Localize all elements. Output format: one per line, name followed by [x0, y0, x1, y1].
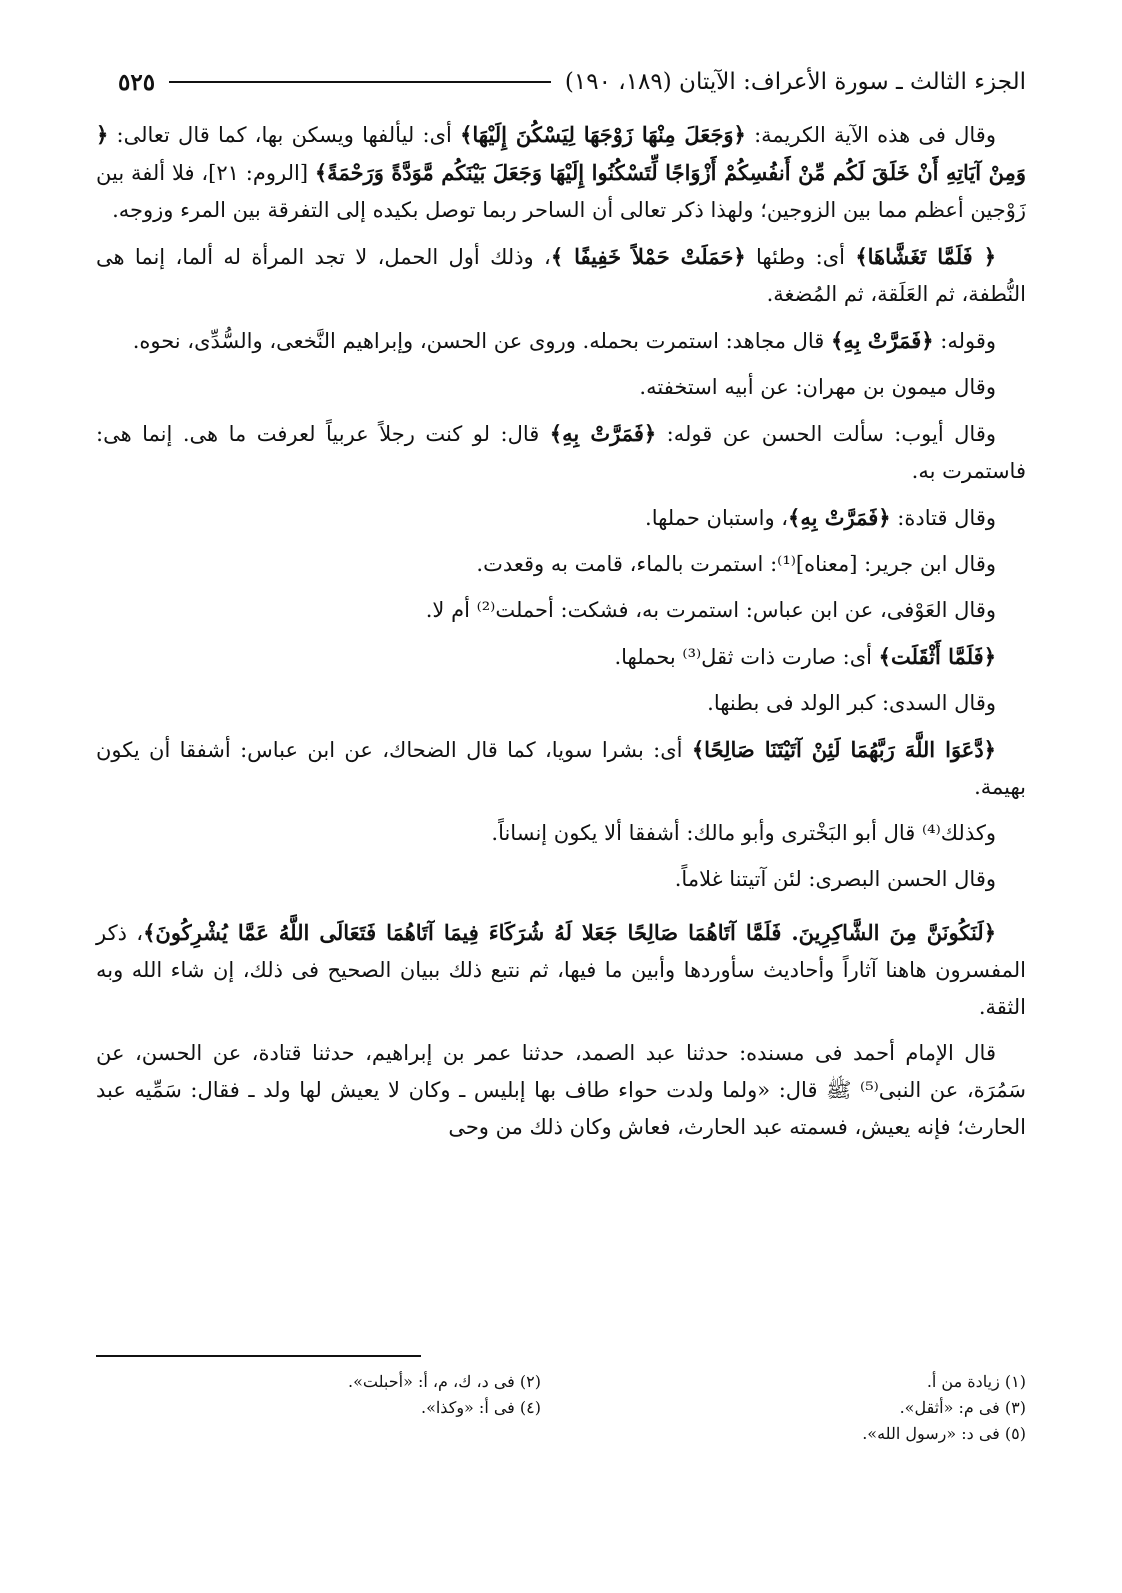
quran-verse: ﴿لَنَكُونَنَّ مِنَ الشَّاكِرِينَ. فَلَمَّا آتَاهُمَا صَالِحًا جَعَلا لَهُ شُرَكَاءَ فِيمَا آتَاهُمَا فَتَعَالَى اللَّهُ عَمَّا يُشْرِكُونَ﴾: [143, 920, 997, 945]
page-body: [96, 116, 1026, 1155]
paragraph-text: قال: لو كنت رجلاً عربياً لعرفت ما هى. إنما هى: فاستمرت به.: [96, 422, 1026, 483]
footnote: (٤) فى أ: «وكذا».: [420, 1398, 541, 1417]
paragraph: [96, 638, 1026, 676]
quran-verse: ﴿فَمَرَّتْ بِهِ﴾: [788, 505, 891, 530]
quran-verse: ﴿ وَمِنْ آيَاتِهِ أَنْ خَلَقَ لَكُم مِّنْ أَنفُسِكُمْ أَزْوَاجًا لِّتَسْكُنُوا إِلَيْهَا وَجَعَلَ بَيْنَكُم مَّوَدَّةً وَرَحْمَةً﴾: [96, 122, 1026, 185]
paragraph-text: ، وذلك أول الحمل، لا تجد المرأة له ألما، إنما هى النُّطفة، ثم العَلَقة، ثم المُضغة.: [96, 245, 1026, 306]
paragraph-text: أى: بشرا سويا، كما قال الضحاك، عن ابن عباس: أشفقا أن يكون بهيمة.: [96, 738, 1026, 799]
running-header: [118, 62, 1026, 102]
paragraph: [96, 1035, 1026, 1146]
paragraph-text: قال مجاهد: استمرت بحمله. وروى عن الحسن، وإبراهيم النَّخعى، والسُّدِّى، نحوه.: [132, 329, 831, 353]
page-number: ٥٢٥: [118, 68, 156, 96]
paragraph: [96, 914, 1026, 1026]
paragraph: [96, 322, 1026, 360]
paragraph-text: قال الإمام أحمد فى مسنده: حدثنا عبد الصمد، حدثنا عمر بن إبراهيم، حدثنا قتادة، عن الحسن، عن سَمُرَة، عن النبى⁽⁵⁾ ﷺ قال: «ولما ولدت حواء طاف بها إبليس ـ وكان لا يعيش لها ولد ـ فقال: سَمِّيه عبد الحارث؛ فإنه يعيش، فسمته عبد الحارث، فعاش وكان ذلك من وحى: [96, 1041, 1026, 1139]
paragraph-text: وقال فى هذه الآية الكريمة:: [745, 123, 996, 147]
paragraph: [96, 546, 1026, 583]
footnotes: [96, 1370, 1026, 1446]
quran-verse: ﴿فَمَرَّتْ بِهِ﴾: [549, 421, 657, 446]
paragraph-text: [الروم: ٢١]، فلا ألفة بين زَوْجين أعظم مما بين الزوجين؛ ولهذا ذكر تعالى أن الساحر ربما توصل بكيده إلى التفرقة بين المرء وزوجه.: [96, 161, 1026, 222]
footnote: (٥) فى د: «رسول الله».: [862, 1424, 1026, 1443]
paragraph: [96, 415, 1026, 490]
paragraph-text: وقال الحسن البصرى: لئن آتيتنا غلاماً.: [674, 867, 996, 891]
paragraph-text: وقال السدى: كبر الولد فى بطنها.: [707, 691, 996, 715]
quran-verse: ﴿دَّعَوَا اللَّهَ رَبَّهُمَا لَئِنْ آتَيْتَنَا صَالِحًا﴾: [691, 737, 996, 762]
footnote: (١) زيادة من أ.: [926, 1372, 1026, 1391]
quran-verse: ﴿ فَلَمَّا تَغَشَّاهَا﴾: [855, 244, 996, 269]
paragraph: [96, 685, 1026, 722]
paragraph-text: أى: ليألفها ويسكن بها، كما قال تعالى:: [108, 123, 461, 147]
paragraph-text: وقال أيوب: سألت الحسن عن قوله:: [656, 422, 997, 446]
paragraph-text: وقوله:: [933, 329, 996, 353]
paragraph-text: ، واستبان حملها.: [645, 506, 789, 530]
paragraph: [96, 861, 1026, 898]
paragraph: [96, 238, 1026, 313]
paragraph-text: وكذلك⁽⁴⁾ قال أبو البَخْترى وأبو مالك: أشفقا ألا يكون إنساناً.: [491, 821, 996, 845]
paragraph: [96, 731, 1026, 806]
quran-verse: ﴿وَجَعَلَ مِنْهَا زَوْجَهَا لِيَسْكُنَ إِلَيْهَا﴾: [460, 122, 746, 147]
running-title: الجزء الثالث ـ سورة الأعراف: الآيتان (١٨٩، ١٩٠): [564, 69, 1026, 95]
paragraph-text: أى: صارت ذات ثقل⁽³⁾ بحملها.: [614, 645, 879, 669]
paragraph: [96, 116, 1026, 229]
paragraph-text: أى: وطئها: [745, 245, 856, 269]
quran-verse: ﴿فَمَرَّتْ بِهِ﴾: [831, 328, 934, 353]
quran-verse: ﴿فَلَمَّا أَثْقَلَت﴾: [878, 644, 996, 669]
paragraph-text: وقال قتادة:: [890, 506, 996, 530]
footnote-separator: [96, 1355, 421, 1357]
footnote: (٣) فى م: «أثقل».: [899, 1398, 1026, 1417]
paragraph: [96, 592, 1026, 629]
quran-verse: ﴿حَمَلَتْ حَمْلاً خَفِيفًا ﴾: [550, 244, 746, 269]
paragraph: [96, 369, 1026, 406]
paragraph-text: وقال ابن جرير: [معناه]⁽¹⁾: استمرت بالماء، قامت به وقعدت.: [476, 552, 996, 576]
paragraph-text: ، ذكر المفسرون هاهنا آثاراً وأحاديث سأوردها وأبين ما فيها، ثم نتبع ذلك ببيان الصحيح فى ذلك، إن شاء الله وبه الثقة.: [96, 921, 1026, 1019]
paragraph-text: وقال العَوْفى، عن ابن عباس: استمرت به، فشكت: أحملت⁽²⁾ أم لا.: [425, 598, 996, 622]
paragraph: [96, 499, 1026, 537]
paragraph-text: وقال ميمون بن مهران: عن أبيه استخفته.: [639, 375, 996, 399]
footnote: (٢) فى د، ك، م، أ: «أحبلت».: [348, 1372, 541, 1391]
paragraph: [96, 815, 1026, 852]
header-rule: [169, 81, 551, 83]
